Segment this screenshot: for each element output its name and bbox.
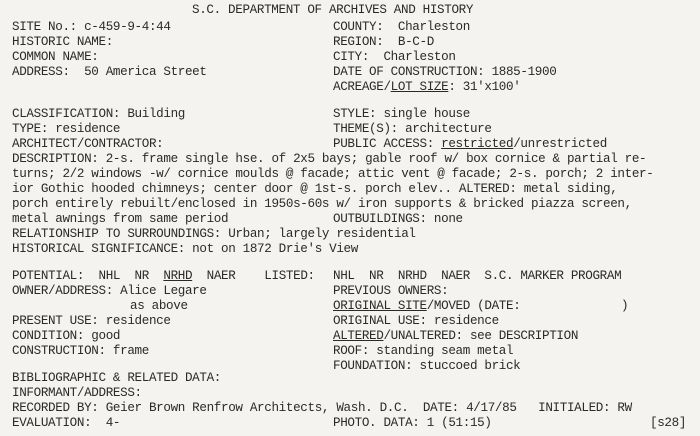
date-of-construction: DATE OF CONSTRUCTION: 1885-1900 xyxy=(333,65,557,79)
foundation: FOUNDATION: stuccoed brick xyxy=(333,359,521,373)
bibliographic-data: BIBLIOGRAPHIC & RELATED DATA: xyxy=(12,371,222,385)
construction: CONSTRUCTION: frame xyxy=(12,344,149,358)
historical-significance: HISTORICAL SIGNIFICANCE: not on 1872 Drie's View xyxy=(12,242,358,256)
informant-address: INFORMANT/ADDRESS: xyxy=(12,386,142,400)
listed: NHL NR NRHD NAER S.C. MARKER PROGRAM xyxy=(333,269,622,283)
altered: ALTERED xyxy=(333,329,384,343)
type: TYPE: residence xyxy=(12,122,121,136)
public-access-rest: /unrestricted xyxy=(513,137,607,151)
address: ADDRESS: 50 America Street xyxy=(12,65,207,79)
description-line: DESCRIPTION: 2-s. frame single hse. of 2x5 bays; gable roof w/ box cornice & partial re- xyxy=(12,152,647,166)
relationship-to-surroundings: RELATIONSHIP TO SURROUNDINGS: Urban; largely residential xyxy=(12,227,416,241)
owner-address: OWNER/ADDRESS: Alice Legare xyxy=(12,284,207,298)
acreage-lot-size xyxy=(333,80,520,95)
classification: CLASSIFICATION: Building xyxy=(12,107,185,121)
potential-label: POTENTIAL: NHL NR xyxy=(12,269,164,283)
common-name: COMMON NAME: xyxy=(12,50,99,64)
roof: ROOF: standing seam metal xyxy=(333,344,514,358)
evaluation: EVALUATION: 4- xyxy=(12,416,121,430)
region: REGION: B-C-D xyxy=(333,35,434,49)
potential-rest: NAER LISTED: xyxy=(192,269,315,283)
sheet-code: [s28] xyxy=(650,416,687,430)
original-site-moved xyxy=(333,299,520,314)
historic-name: HISTORIC NAME: xyxy=(12,35,113,49)
public-access xyxy=(333,137,607,152)
description-line: metal awnings from same period xyxy=(12,212,229,226)
public-access-selected: restricted xyxy=(441,137,514,151)
original-site: ORIGINAL SITE xyxy=(333,299,427,313)
moved: /MOVED (DATE: xyxy=(426,299,521,313)
description-line: porch entirely rebuilt/enclosed in 1950s-60s w/ iron supports & bricked piazza screen, xyxy=(12,197,632,211)
acreage-label: ACREAGE/ xyxy=(333,80,391,94)
description-line: ior Gothic hooded chimneys; center door @ 1st-s. porch elev.. ALTERED: metal siding, xyxy=(12,182,618,196)
themes: THEME(S): architecture xyxy=(333,122,492,136)
form-title: S.C. DEPARTMENT OF ARCHIVES AND HISTORY xyxy=(192,3,474,17)
previous-owners: PREVIOUS OWNERS: xyxy=(333,284,449,298)
outbuildings: OUTBUILDINGS: none xyxy=(333,212,463,226)
potential xyxy=(12,269,315,284)
moved-date-close: ) xyxy=(621,299,629,313)
owner-address-line-2: as above xyxy=(130,299,188,313)
altered-unaltered xyxy=(333,329,578,344)
photo-data: PHOTO. DATA: 1 (51:15) xyxy=(333,416,492,430)
present-use: PRESENT USE: residence xyxy=(12,314,171,328)
site-number: SITE No.: c-459-9-4:44 xyxy=(12,20,171,34)
original-use: ORIGINAL USE: residence xyxy=(333,314,499,328)
county: COUNTY: Charleston xyxy=(333,20,470,34)
description-line: turns; 2/2 windows -w/ cornice moulds @ facade; attic vent @ facade; 2-s. porch; 2 inter- xyxy=(12,167,654,181)
unaltered-description: /UNALTERED: see DESCRIPTION xyxy=(383,329,579,343)
lot-size-value: : 31'x100' xyxy=(448,80,521,94)
style: STYLE: single house xyxy=(333,107,470,121)
city: CITY: Charleston xyxy=(333,50,456,64)
public-access-label: PUBLIC ACCESS: xyxy=(333,137,442,151)
architect-contractor: ARCHITECT/CONTRACTOR: xyxy=(12,137,164,151)
recorded-by: RECORDED BY: Geier Brown Renfrow Architects, Wash. D.C. DATE: 4/17/85 INITIALED: RW xyxy=(12,401,632,415)
potential-selected: NRHD xyxy=(163,269,193,283)
condition: CONDITION: good xyxy=(12,329,121,343)
lot-size-label: LOT SIZE xyxy=(390,80,449,94)
